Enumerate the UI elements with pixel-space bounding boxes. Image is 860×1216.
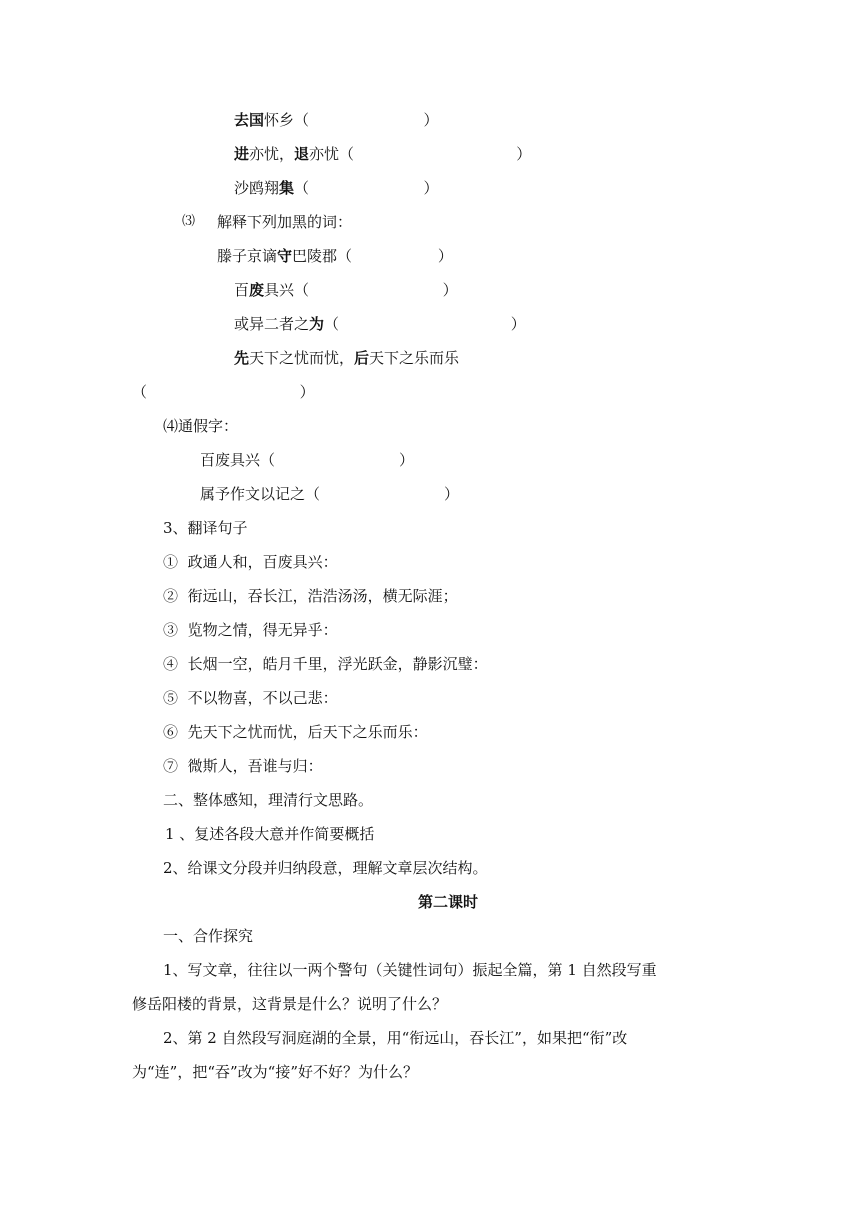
question-line: 1、写文章，往往以一两个警句（关键性词句）振起全篇，第 1 自然段写重 bbox=[163, 961, 657, 979]
emphasized-word: 进 bbox=[234, 145, 250, 163]
section-title: 一、合作探究 bbox=[163, 927, 254, 945]
sentence-number: ③ bbox=[163, 621, 179, 639]
sentence-item bbox=[163, 722, 428, 742]
answer-space bbox=[309, 111, 423, 129]
answer-space bbox=[352, 247, 438, 265]
text-fragment: 滕子京谪 bbox=[217, 247, 278, 265]
sentence-number: ④ bbox=[163, 655, 179, 673]
emphasized-word: 后 bbox=[354, 349, 370, 367]
text-fragment: ） bbox=[444, 485, 460, 503]
sentence-item bbox=[163, 688, 338, 708]
answer-space bbox=[320, 485, 444, 503]
term-item bbox=[234, 280, 458, 300]
text-fragment: 百废具兴（ bbox=[200, 451, 276, 469]
sentence-number: ② bbox=[163, 587, 179, 605]
text-fragment: （ bbox=[132, 383, 148, 401]
text-fragment: （ bbox=[294, 179, 310, 197]
lesson-heading: 第二课时 bbox=[417, 893, 478, 911]
question-title: ⑷通假字： bbox=[163, 417, 239, 435]
text-fragment: （ bbox=[324, 315, 340, 333]
term-item bbox=[234, 110, 438, 130]
section-title: 二、整体感知，理清行文思路。 bbox=[163, 791, 374, 809]
emphasized-word: 守 bbox=[277, 247, 293, 265]
emphasized-word: 先 bbox=[234, 349, 250, 367]
sentence-number: ⑤ bbox=[163, 689, 179, 707]
text-fragment: ） bbox=[399, 451, 415, 469]
sentence-text: 微斯人，吾谁与归： bbox=[187, 757, 323, 775]
text-fragment: 百 bbox=[234, 281, 250, 299]
sentence-item bbox=[163, 586, 458, 606]
text-fragment: ） bbox=[442, 281, 458, 299]
answer-blank bbox=[132, 382, 315, 402]
text-fragment: ） bbox=[299, 383, 315, 401]
text-fragment: 亦忧（ bbox=[309, 145, 355, 163]
text-fragment: 巴陵郡（ bbox=[292, 247, 353, 265]
sentence-item bbox=[163, 756, 323, 776]
sentence-item bbox=[163, 620, 338, 640]
section-title: 3、翻译句子 bbox=[163, 519, 248, 537]
text-fragment: 天下之忧而忧， bbox=[249, 349, 355, 367]
text-fragment: ） bbox=[437, 247, 453, 265]
sentence-number: ⑦ bbox=[163, 757, 179, 775]
sentence-number: ⑥ bbox=[163, 723, 179, 741]
sentence-number: ① bbox=[163, 553, 179, 571]
term-item bbox=[234, 348, 459, 368]
emphasized-word: 退 bbox=[294, 145, 310, 163]
term-item bbox=[234, 314, 526, 334]
text-fragment: ） bbox=[510, 315, 526, 333]
text-fragment: 具兴（ bbox=[264, 281, 310, 299]
task-item: 1 、复述各段大意并作简要概括 bbox=[165, 825, 375, 843]
emphasized-word: 为 bbox=[309, 315, 325, 333]
term-item bbox=[234, 178, 439, 198]
sentence-item bbox=[163, 552, 338, 572]
term-item bbox=[200, 450, 414, 470]
sentence-text: 览物之情，得无异乎： bbox=[187, 621, 338, 639]
emphasized-word: 集 bbox=[279, 179, 295, 197]
text-fragment: 天下之乐而乐 bbox=[369, 349, 460, 367]
question-line: 修岳阳楼的背景，这背景是什么？说明了什么？ bbox=[132, 995, 448, 1013]
sentence-text: 政通人和，百废具兴： bbox=[187, 553, 338, 571]
answer-space bbox=[147, 383, 300, 401]
term-item bbox=[217, 246, 453, 266]
term-item bbox=[200, 484, 459, 504]
text-fragment: 或异二者之 bbox=[234, 315, 310, 333]
text-fragment: 沙鸥翔 bbox=[234, 179, 280, 197]
term-item bbox=[234, 144, 531, 164]
answer-space bbox=[309, 179, 423, 197]
sentence-text: 衔远山，吞长江，浩浩汤汤，横无际涯； bbox=[187, 587, 458, 605]
task-item: 2、给课文分段并归纳段意，理解文章层次结构。 bbox=[163, 859, 488, 877]
answer-space bbox=[309, 281, 443, 299]
question-line: 为“连”，把“吞”改为“接”好不好？为什么？ bbox=[132, 1063, 419, 1081]
sentence-text: 不以物喜，不以己悲： bbox=[187, 689, 338, 707]
text-fragment: ） bbox=[423, 111, 439, 129]
text-fragment: 亦忧， bbox=[249, 145, 295, 163]
emphasized-word: 废 bbox=[249, 281, 265, 299]
text-fragment: 怀乡（ bbox=[264, 111, 310, 129]
question-prompt: 解释下列加黑的词： bbox=[217, 213, 353, 231]
answer-space bbox=[275, 451, 399, 469]
sentence-item bbox=[163, 654, 488, 674]
answer-space bbox=[354, 145, 516, 163]
text-fragment: 属予作文以记之（ bbox=[200, 485, 321, 503]
sentence-text: 长烟一空，皓月千里，浮光跃金，静影沉璧： bbox=[187, 655, 488, 673]
question-number: ⑶ bbox=[182, 214, 196, 229]
question-line: 2、第 2 自然段写洞庭湖的全景，用“衔远山，吞长江”，如果把“衔”改 bbox=[163, 1029, 628, 1047]
text-fragment: ） bbox=[516, 145, 532, 163]
sentence-text: 先天下之忧而忧，后天下之乐而乐： bbox=[187, 723, 428, 741]
text-fragment: ） bbox=[423, 179, 439, 197]
emphasized-word: 去国 bbox=[234, 111, 265, 129]
answer-space bbox=[339, 315, 511, 333]
